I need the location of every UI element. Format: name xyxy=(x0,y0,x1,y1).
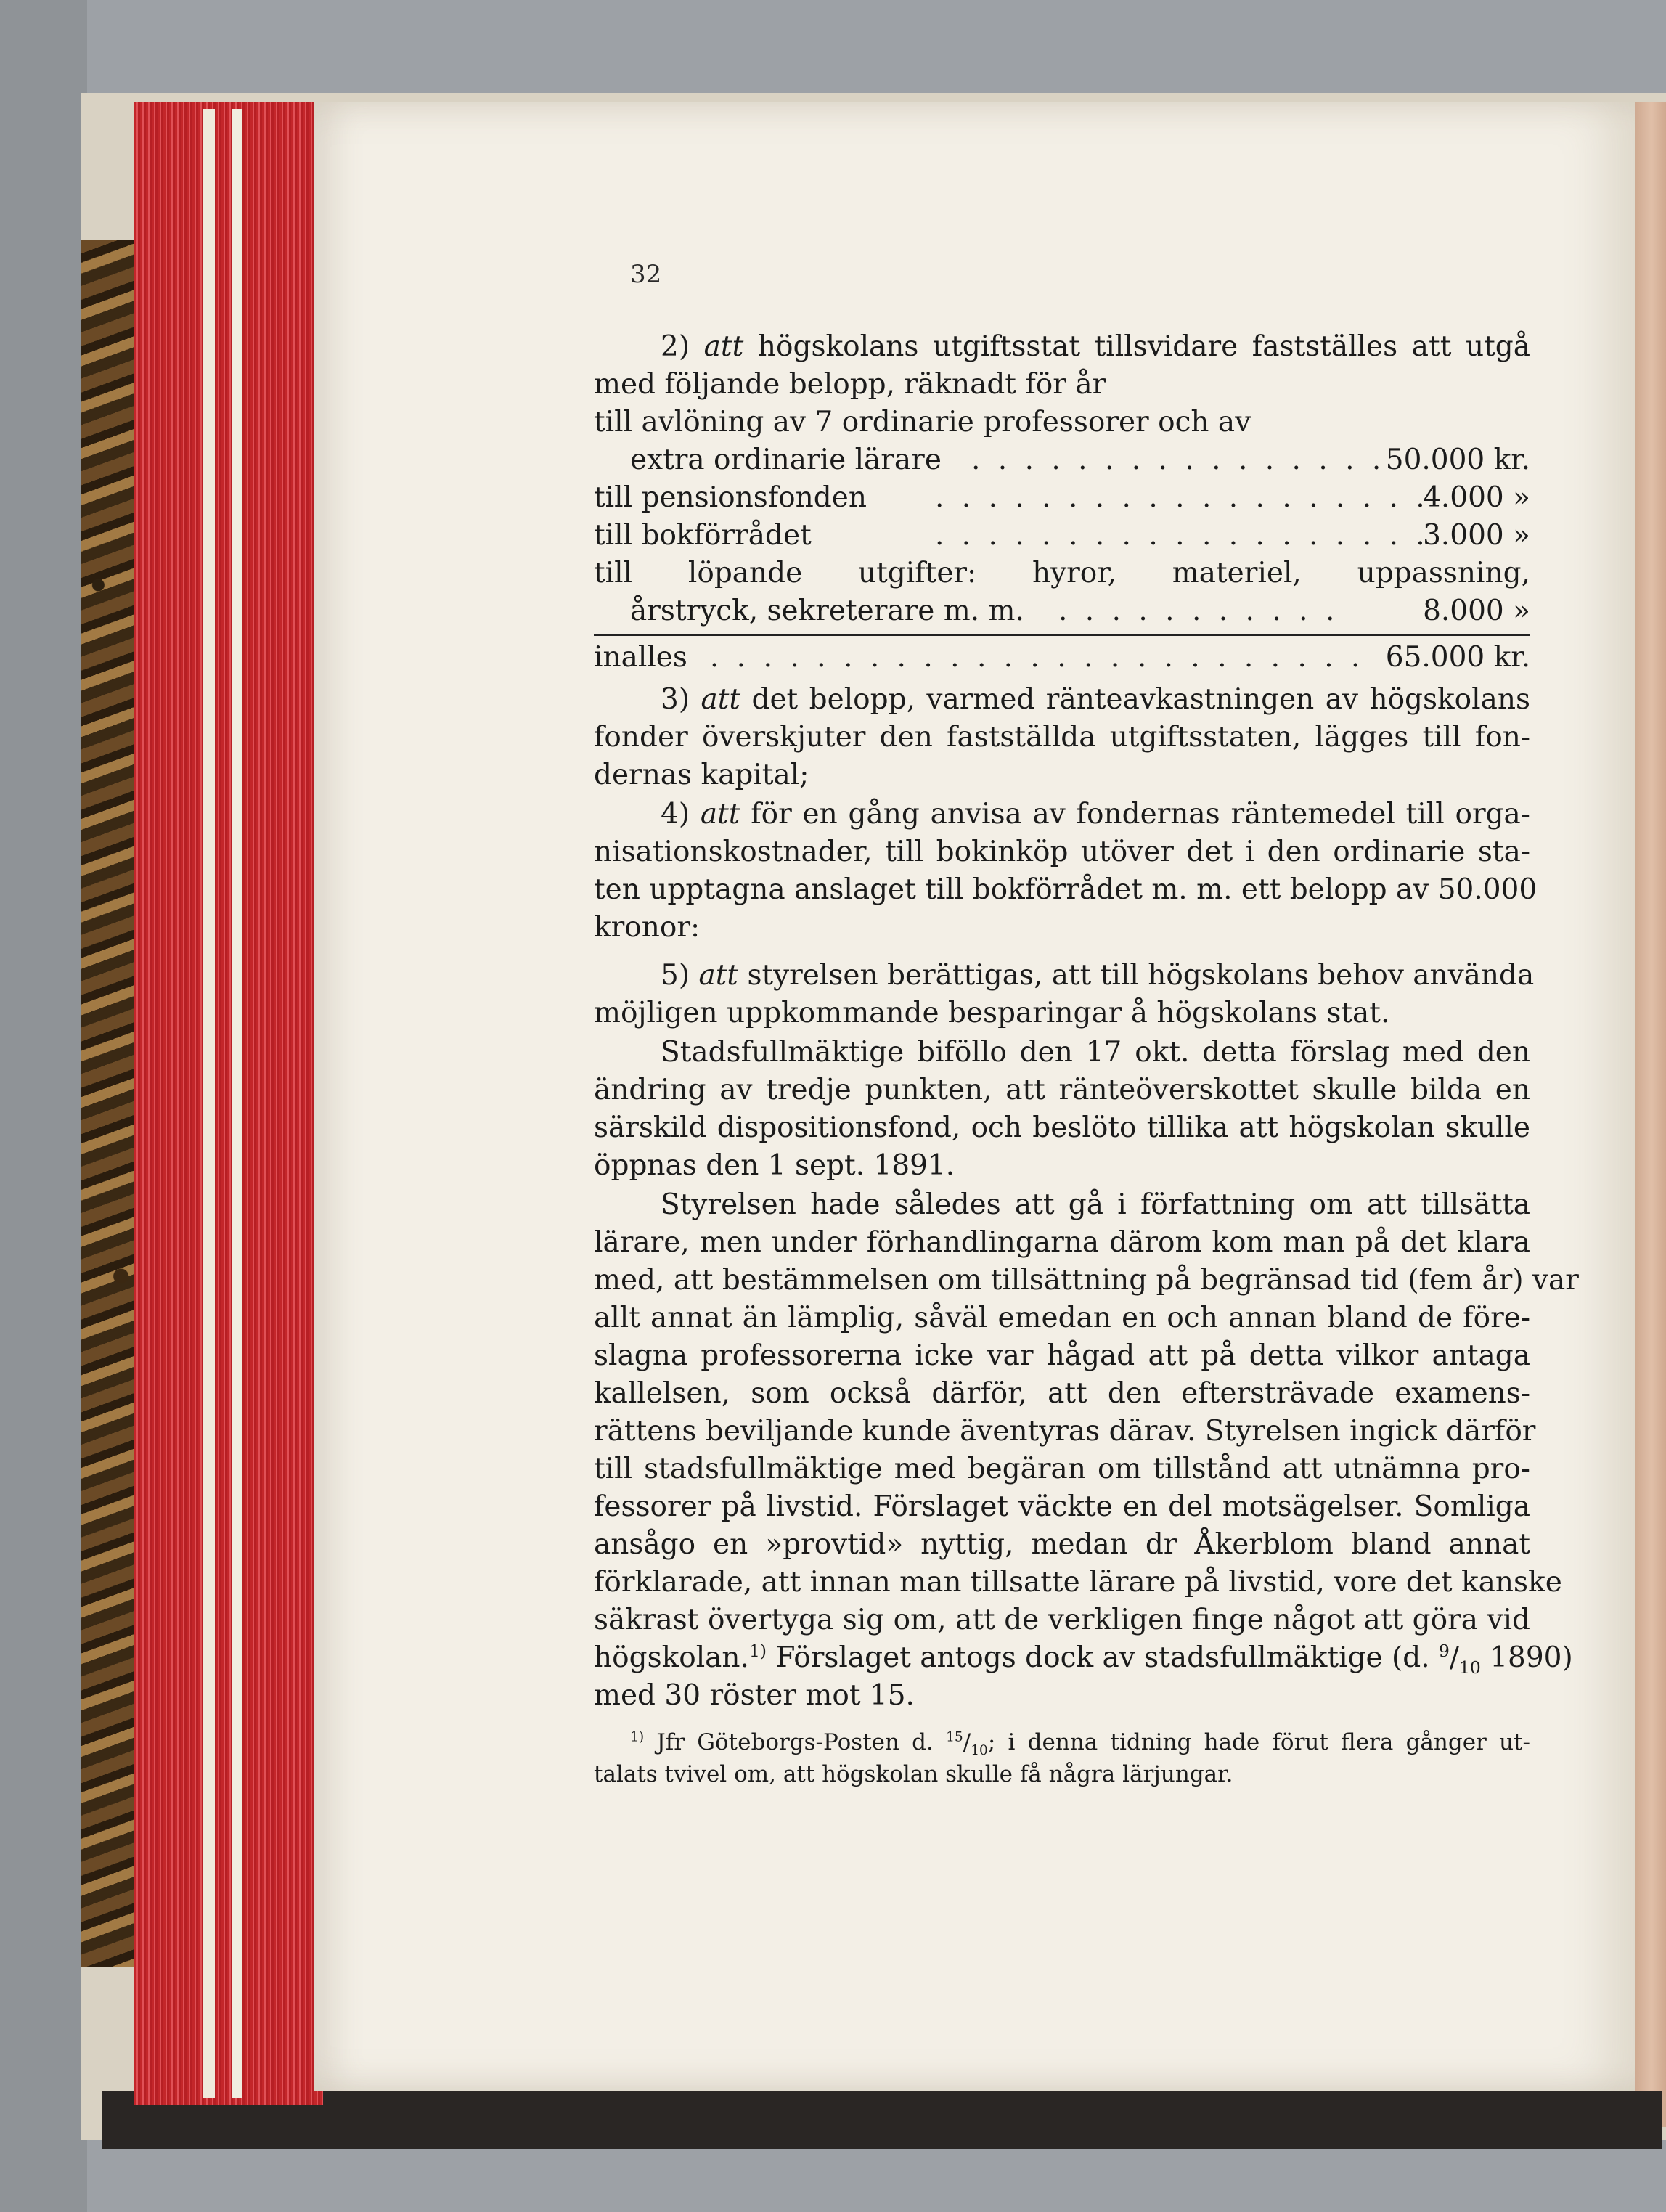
para2-line: ansågo en »provtid» nyttig, medan dr Åkerblom bland annat xyxy=(594,1528,1530,1561)
para2-text: högskolan. xyxy=(594,1641,749,1674)
item4-line: kronor: xyxy=(594,911,701,944)
item3-line: 3) att det belopp, varmed ränteavkastningen av högskolans xyxy=(661,683,1530,716)
para1-line: ändring av tredje punkten, att ränteöverskottet skulle bilda en xyxy=(594,1074,1530,1106)
para2-line: säkrast övertyga sig om, att de verkligen finge något att göra vid xyxy=(594,1604,1530,1636)
marbled-spine xyxy=(81,240,138,1967)
budget-row-label: extra ordinarie lärare xyxy=(630,444,942,476)
para2-line: fessorer på livstid. Förslaget väckte en del motsägelser. Somliga xyxy=(594,1490,1530,1523)
budget-row xyxy=(594,517,1530,555)
budget-row-label: till bokförrådet xyxy=(594,519,812,552)
budget-total-amount: 65.000 kr. xyxy=(1385,641,1530,674)
para1-line: Stadsfullmäktige biföllo den 17 okt. detta förslag med den xyxy=(661,1036,1530,1069)
para2-line: Styrelsen hade således att gå i författning om att tillsätta xyxy=(661,1188,1530,1221)
footnote-text: ; i denna tidning hade förut flera gånger ut- xyxy=(987,1729,1530,1755)
page-edge-gap xyxy=(232,109,242,2098)
budget-row-amount: 50.000 kr. xyxy=(1385,444,1530,476)
date-month: 10 xyxy=(1459,1657,1481,1678)
item5-line: möjligen uppkommande besparingar å högskolans stat. xyxy=(594,997,1390,1029)
budget-row-amount: 3.000 » xyxy=(1423,519,1530,552)
budget-row-amount: 4.000 » xyxy=(1423,481,1530,514)
item3-line: fonder överskjuter den fastställda utgiftsstaten, lägges till fon- xyxy=(594,721,1530,754)
budget-row-label: årstryck, sekreterare m. m. xyxy=(630,595,1024,627)
footnote-mark: 1) xyxy=(630,1729,645,1745)
book-cover-edge-right xyxy=(1630,102,1666,2127)
item4-line: nisationskostnader, till bokinköp utöver det i den ordinarie sta- xyxy=(594,836,1530,868)
para2-line: allt annat än lämplig, såväl emedan en och annan bland de före- xyxy=(594,1302,1530,1334)
leader-dots: . . . . . . . . . . . xyxy=(1058,595,1339,627)
budget-row xyxy=(594,479,1530,517)
footnote-ref: 1) xyxy=(748,1641,767,1661)
budget-row xyxy=(594,592,1530,630)
item4-line: ten upptagna anslaget till bokförrådet m. m. ett belopp av 50.000 xyxy=(594,873,1538,906)
footnote-line: $^{1)}$ Jfr Göteborgs-Posten d. $^{15}/_{10}$; i denna tidning hade förut flera gånger ut- xyxy=(630,1729,1530,1759)
budget-row-amount: 8.000 » xyxy=(1423,595,1530,627)
page-edge-gap xyxy=(203,109,215,2098)
background xyxy=(0,0,87,2212)
para2-line: högskolan.$^{1)}$ Förslaget antogs dock av stadsfullmäktige (d. $^9/_{10}$ 1890) xyxy=(594,1641,1573,1678)
item2-line1: 2) att högskolans utgiftsstat tillsvidare fastställes att utgå xyxy=(661,330,1530,363)
para2-text: 1890) xyxy=(1480,1641,1573,1674)
item2-line2: med följande belopp, räknadt för år xyxy=(594,368,1106,401)
budget-row xyxy=(594,441,1530,479)
item2-line3: till avlöning av 7 ordinarie professorer och av xyxy=(594,406,1251,438)
para2-line: rättens beviljande kunde äventyras därav. Styrelsen ingick därför xyxy=(594,1415,1536,1448)
para2-line: lärare, men under förhandlingarna därom kom man på det klara xyxy=(594,1226,1530,1259)
budget-row-label: till pensionsfonden xyxy=(594,481,867,514)
para2-line: slagna professorerna icke var hågad att på detta vilkor antaga xyxy=(594,1339,1530,1372)
footnote-text: Jfr Göteborgs-Posten d. xyxy=(656,1729,947,1755)
leader-dots: . . . . . . . . . . . . . . . . . . . xyxy=(935,481,1429,514)
para2-line: förklarade, att innan man tillsatte lärare på livstid, vore det kanske xyxy=(594,1566,1562,1599)
leader-dots: . . . . . . . . . . . . . . . . xyxy=(971,444,1386,476)
footnote-line: talats tvivel om, att högskolan skulle få några lärjungar. xyxy=(594,1761,1233,1787)
red-page-edges xyxy=(134,102,323,2105)
para2-text: Förslaget antogs dock av stadsfullmäktige (d. xyxy=(766,1641,1439,1674)
sum-rule xyxy=(594,634,1530,636)
budget-total-row xyxy=(594,639,1530,677)
book-cover-bottom xyxy=(102,2091,1662,2149)
budget-total-label: inalles xyxy=(594,641,687,674)
footnote-day: 15 xyxy=(946,1729,963,1745)
item2-running-costs: till löpande utgifter: hyror, materiel, uppassning, xyxy=(594,557,1530,589)
item4-line: 4) att för en gång anvisa av fondernas räntemedel till orga- xyxy=(661,798,1530,830)
para1-line: särskild dispositionsfond, och beslöto tillika att högskolan skulle xyxy=(594,1111,1530,1144)
date-day: 9 xyxy=(1439,1641,1450,1661)
item5-line: 5) att styrelsen berättigas, att till högskolans behov använda xyxy=(661,959,1535,992)
para2-line: med, att bestämmelsen om tillsättning på begränsad tid (fem år) var xyxy=(594,1264,1579,1297)
item3-line: dernas kapital; xyxy=(594,759,809,791)
leader-dots: . . . . . . . . . . . . . . . . . . . xyxy=(935,519,1429,552)
para2-line: till stadsfullmäktige med begäran om tillstånd att utnämna pro- xyxy=(594,1453,1530,1485)
leader-dots: . . . . . . . . . . . . . . . . . . . . . . . . . xyxy=(710,641,1365,674)
para2-line: kallelsen, som också därför, att den eftersträvade examens- xyxy=(594,1377,1530,1410)
footnote-month: 10 xyxy=(971,1743,988,1759)
para2-line: med 30 röster mot 15. xyxy=(594,1679,915,1712)
para1-line: öppnas den 1 sept. 1891. xyxy=(594,1149,955,1182)
page-number: 32 xyxy=(630,260,662,289)
